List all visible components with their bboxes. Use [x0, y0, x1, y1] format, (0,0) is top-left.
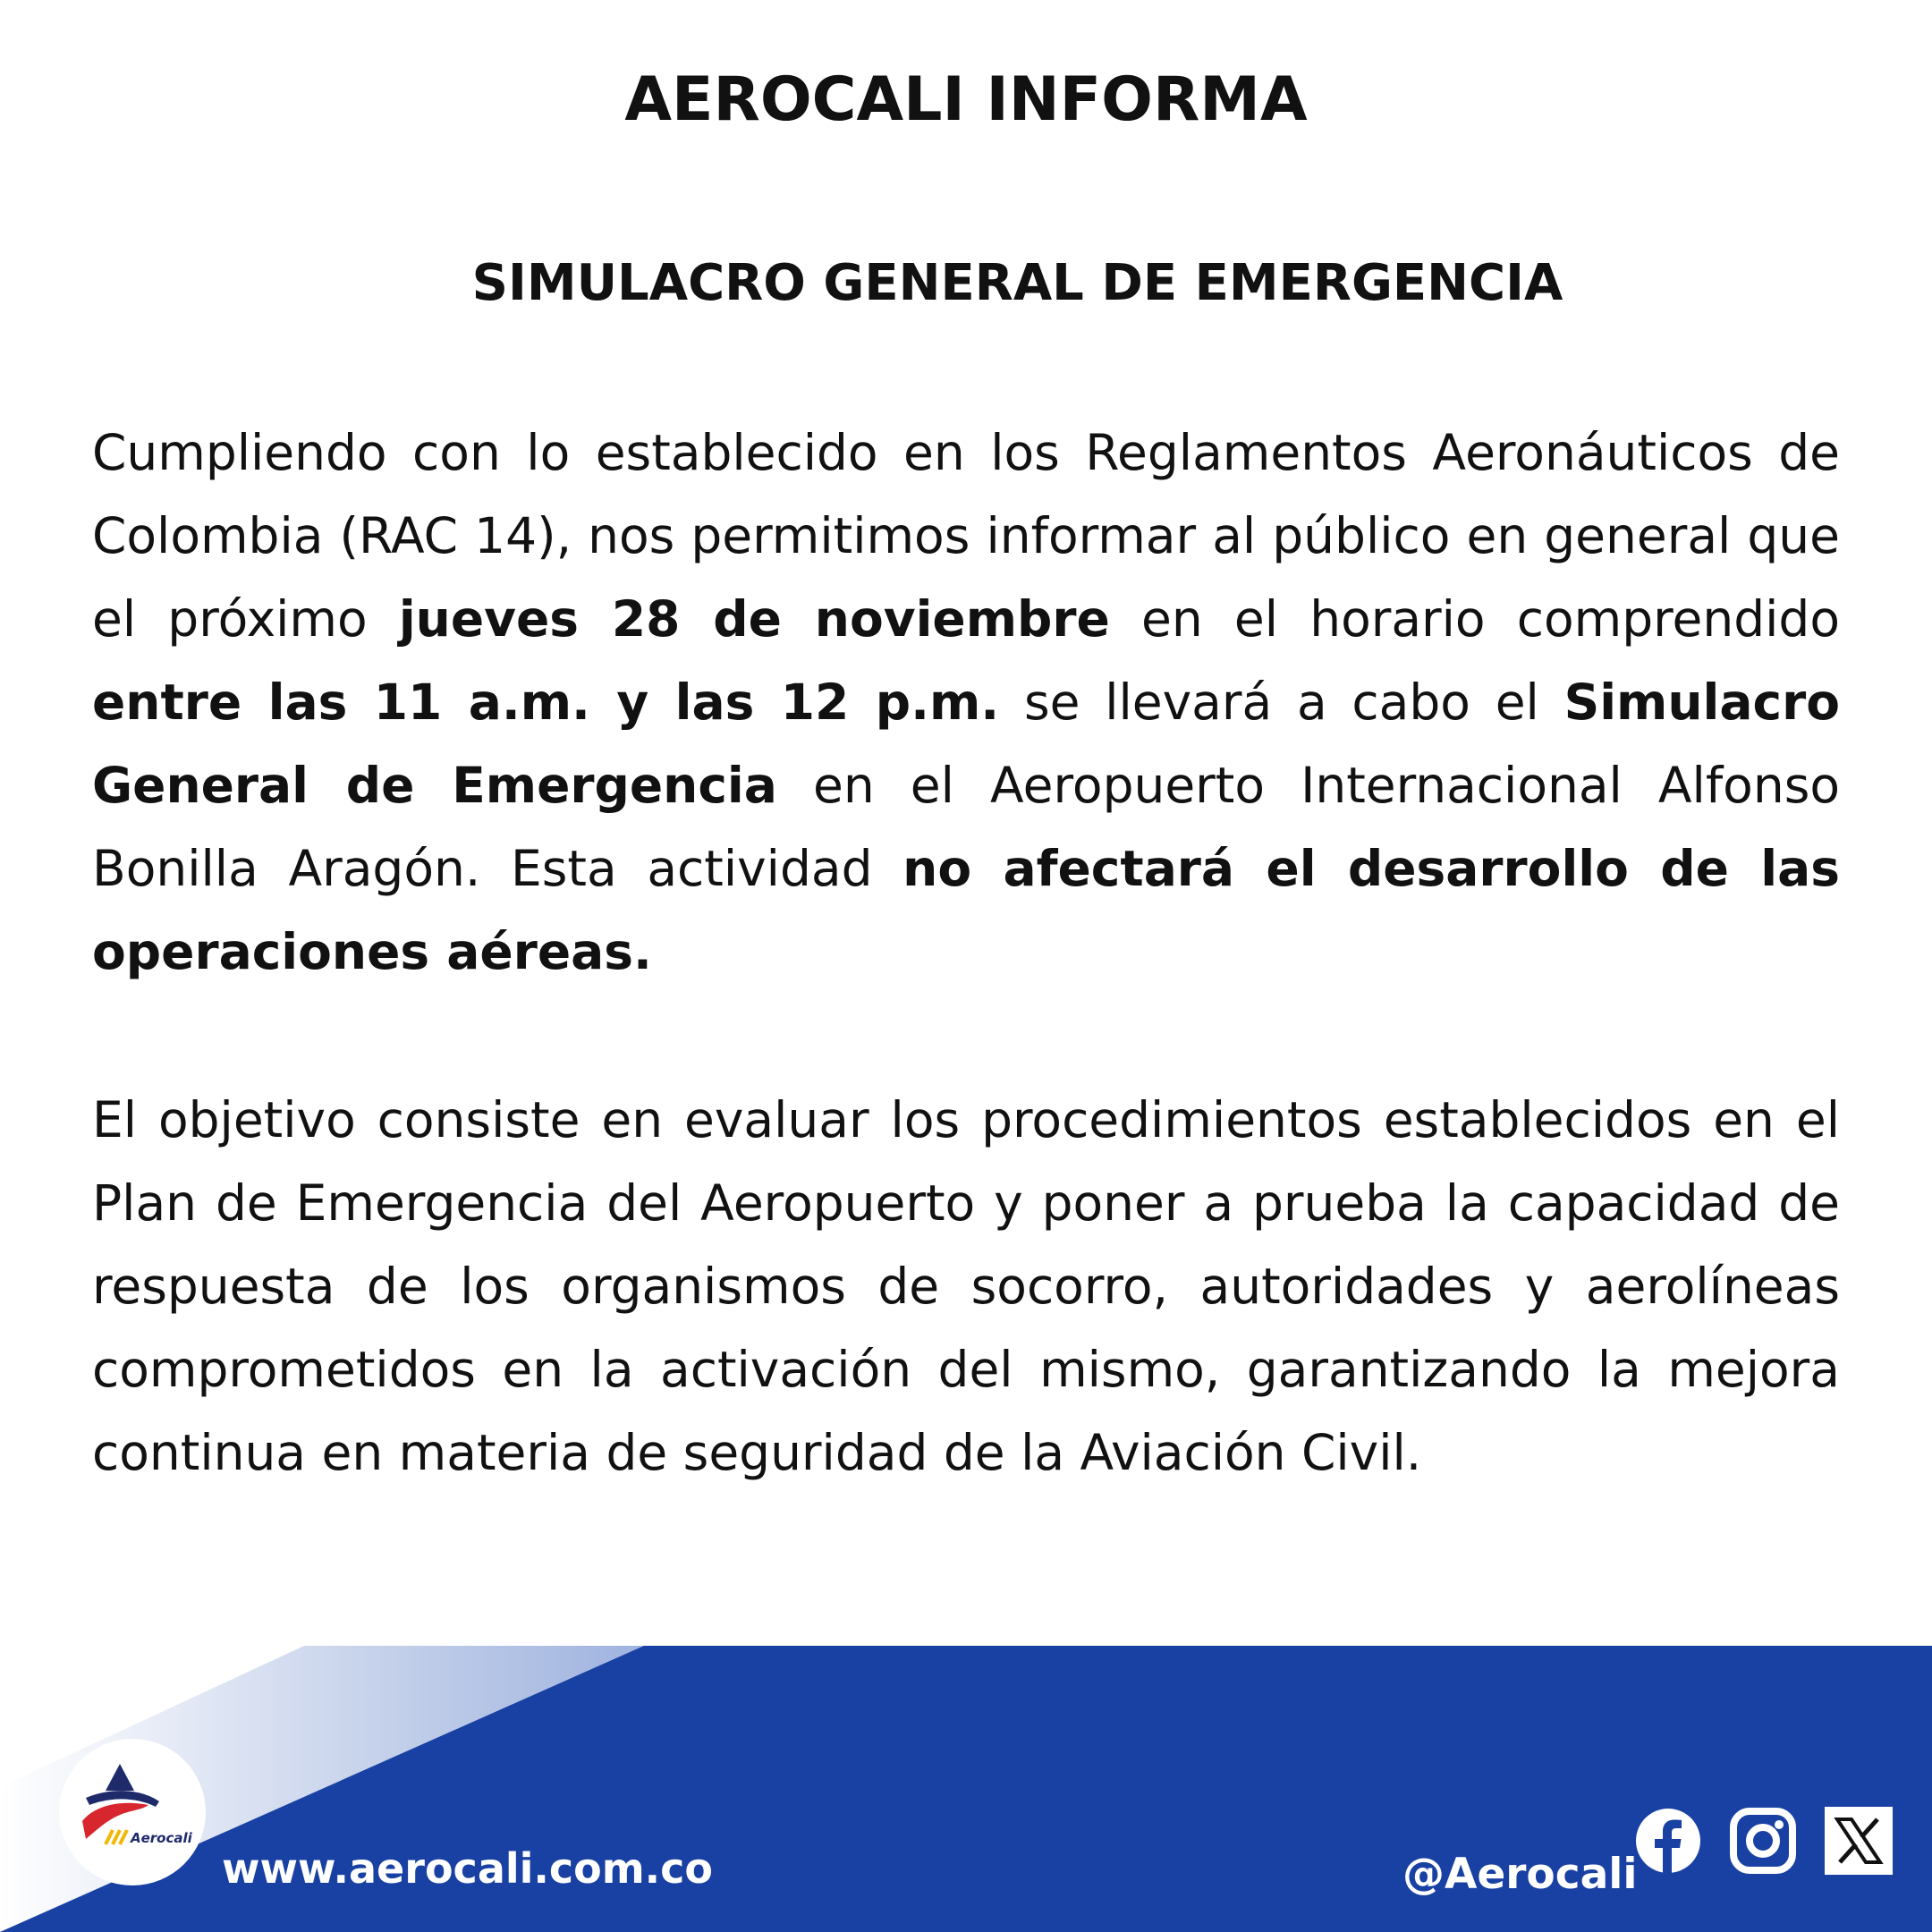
paragraph-1-text-4: en el Aeropuerto Internacional Alfonso Bonilla Aragón. Esta actividad	[92, 757, 1840, 897]
page-title: AEROCALI INFORMA	[624, 64, 1308, 135]
notice-paragraph-2: El objetivo consiste en evaluar los procedimientos establecidos en el Plan de Emergencia del Aeropuerto y poner a prueba la capacidad de respuesta de los organismos de socorro, autoridades y aerolíneas comprometidos en la activación del mismo, garantizando la mejora continua en materia de seguridad de la Aviación Civil.	[92, 1091, 1840, 1481]
notice-subtitle: SIMULACRO GENERAL DE EMERGENCIA	[471, 254, 1563, 312]
logo-wordmark: Aerocali	[131, 1830, 192, 1846]
paragraph-1-text-2: en el horario comprendido	[1109, 590, 1840, 648]
aerocali-logo	[59, 1739, 206, 1885]
footer	[0, 1646, 1932, 1932]
paragraph-1-text-3: se llevará a cabo el	[999, 674, 1564, 731]
event-name: Simulacro General de Emergencia	[92, 674, 1840, 814]
x-icon[interactable]	[1825, 1807, 1893, 1875]
notice-paragraph-1	[92, 411, 1840, 994]
operations-note: no afectará el desarrollo de las operaciones aéreas.	[92, 840, 1840, 980]
website-link[interactable]: www.aerocali.com.co	[222, 1844, 714, 1893]
paragraph-1-text-1: Cumpliendo con lo establecido en los Reglamentos Aeronáuticos de Colombia (RAC 14), nos permitimos informar al público en general que el próximo	[92, 424, 1840, 648]
event-time: entre las 11 a.m. y las 12 p.m.	[92, 674, 1000, 731]
facebook-icon[interactable]	[1634, 1807, 1702, 1875]
event-date: jueves 28 de noviembre	[398, 590, 1110, 648]
aerocali-logo-mark	[59, 1739, 206, 1885]
instagram-icon[interactable]	[1729, 1807, 1797, 1875]
social-handle[interactable]: @Aerocali	[1402, 1850, 1638, 1899]
